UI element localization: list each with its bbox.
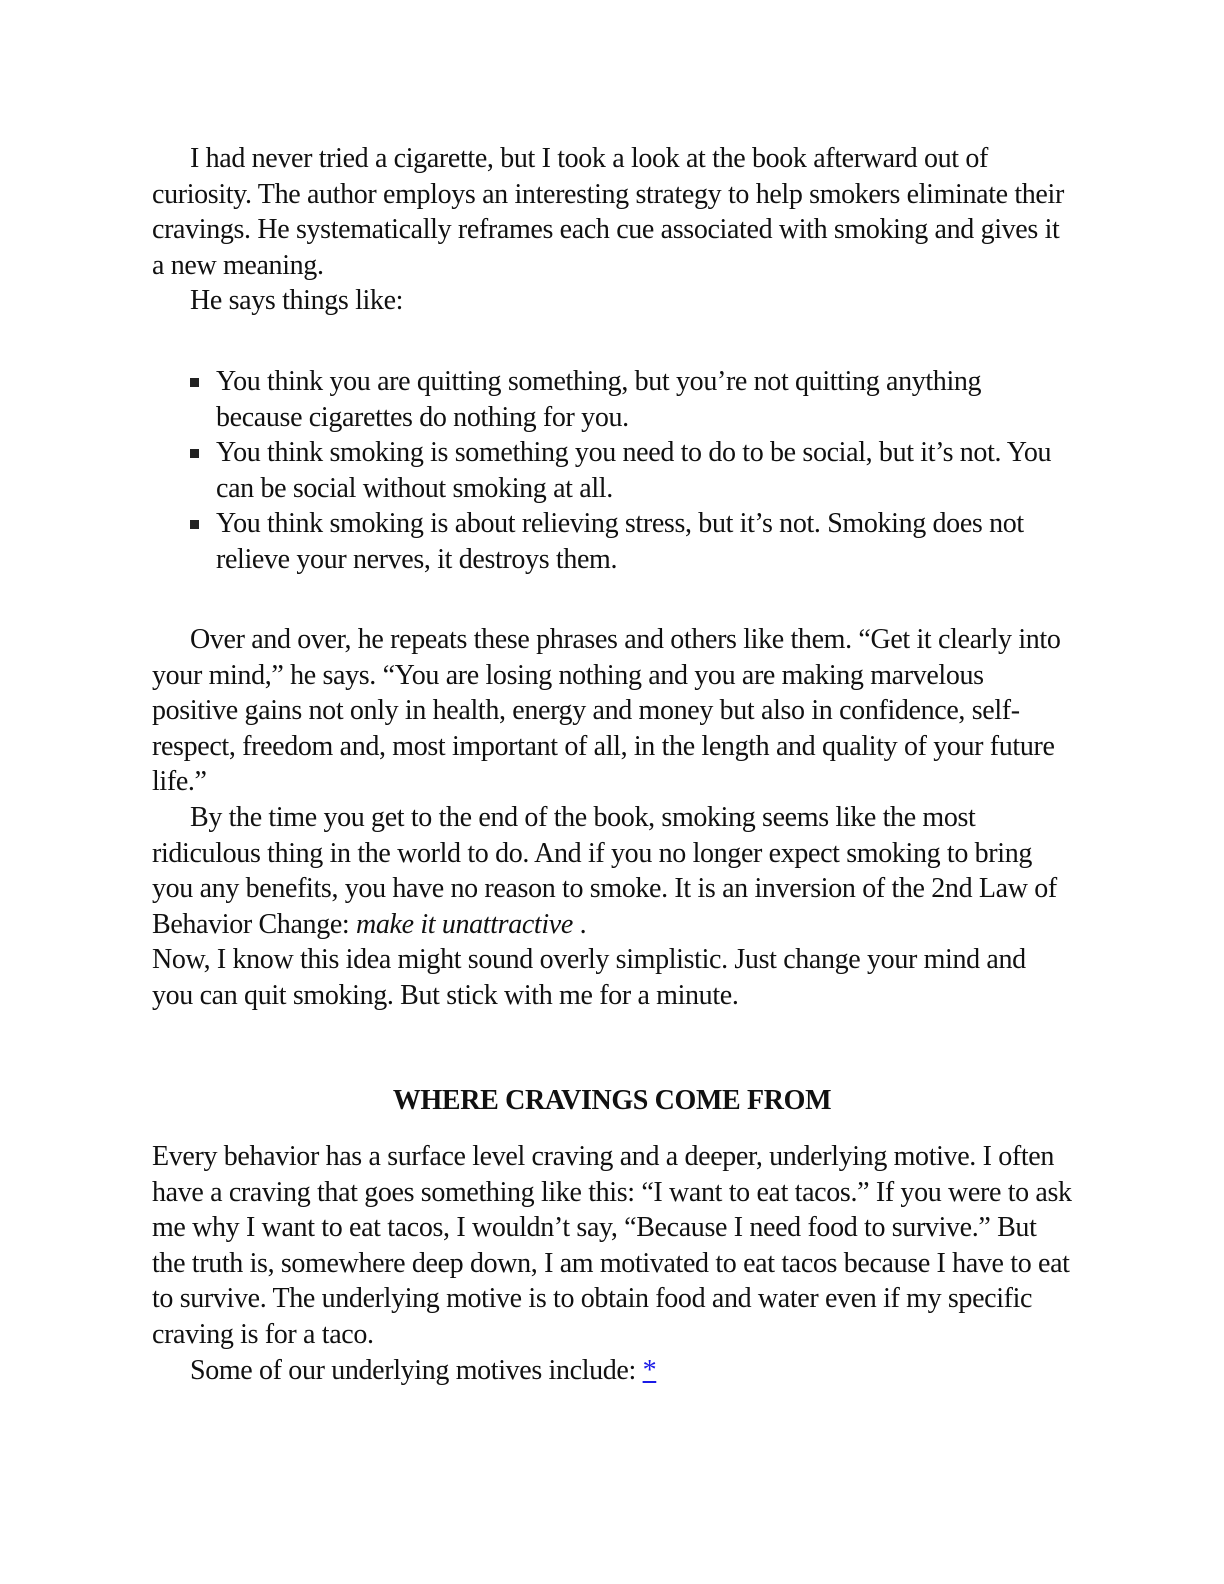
- list-item-text: You think smoking is something you need to do to be social, but it’s not. You can be social without smoking at all.: [216, 437, 1052, 504]
- intro-section: [152, 141, 1072, 319]
- list-item: [152, 364, 1072, 435]
- cravings-section: [152, 1139, 1072, 1388]
- list-item: [152, 435, 1072, 506]
- law-emphasis: make it unattractive: [356, 908, 573, 940]
- inversion-end: .: [572, 908, 587, 940]
- reframe-list: [152, 364, 1072, 578]
- section-heading: WHERE CRAVINGS COME FROM: [392, 1085, 832, 1116]
- square-bullet-icon: [190, 449, 199, 458]
- intro-paragraph: I had never tried a cigarette, but I took a look at the book afterward out of curiosity. The author employs an interesting strategy to help smokers eliminate their cravings. He systematically reframes each cue associated with smoking and gives it a new meaning.: [152, 143, 1064, 281]
- quote-paragraph: Over and over, he repeats these phrases and others like them. “Get it clearly into your mind,” he says. “You are losing nothing and you are making marvelous positive gains not only in health, energy and money but also in confidence, self-respect, freedom and, most important of all, in the length and quality of your future life.”: [152, 624, 1061, 798]
- motives-text: Some of our underlying motives include:: [190, 1354, 643, 1386]
- square-bullet-icon: [190, 520, 199, 529]
- inversion-paragraph: [152, 800, 1072, 942]
- footnote-link[interactable]: *: [642, 1354, 657, 1386]
- list-item-text: You think smoking is about relieving stress, but it’s not. Smoking does not relieve your nerves, it destroys them.: [216, 508, 1024, 575]
- square-bullet-icon: [190, 378, 199, 387]
- simplistic-paragraph: Now, I know this idea might sound overly simplistic. Just change your mind and you can quit smoking. But stick with me for a minute.: [152, 944, 1026, 1011]
- lead-in-paragraph: He says things like:: [190, 285, 404, 317]
- list-item-text: You think you are quitting something, but you’re not quitting anything because cigarettes do nothing for you.: [216, 366, 982, 433]
- motives-paragraph: [152, 1353, 1072, 1389]
- body-section: [152, 622, 1072, 1014]
- list-item: [152, 506, 1072, 577]
- inversion-text: By the time you get to the end of the book, smoking seems like the most ridiculous thing in the world to do. And if you no longer expect smoking to bring you any benefits, you have no reason to smoke. It is an inversion of the 2nd Law of Behavior Change:: [152, 801, 1057, 940]
- cravings-paragraph: Every behavior has a surface level craving and a deeper, underlying motive. I often have a craving that goes something like this: “I want to eat tacos.” If you were to ask me why I want to eat tacos, I wouldn’t say, “Because I need food to survive.” But the truth is, somewhere deep down, I am motivated to eat tacos because I have to eat to survive. The underlying motive is to obtain food and water even if my specific craving is for a taco.: [152, 1141, 1072, 1350]
